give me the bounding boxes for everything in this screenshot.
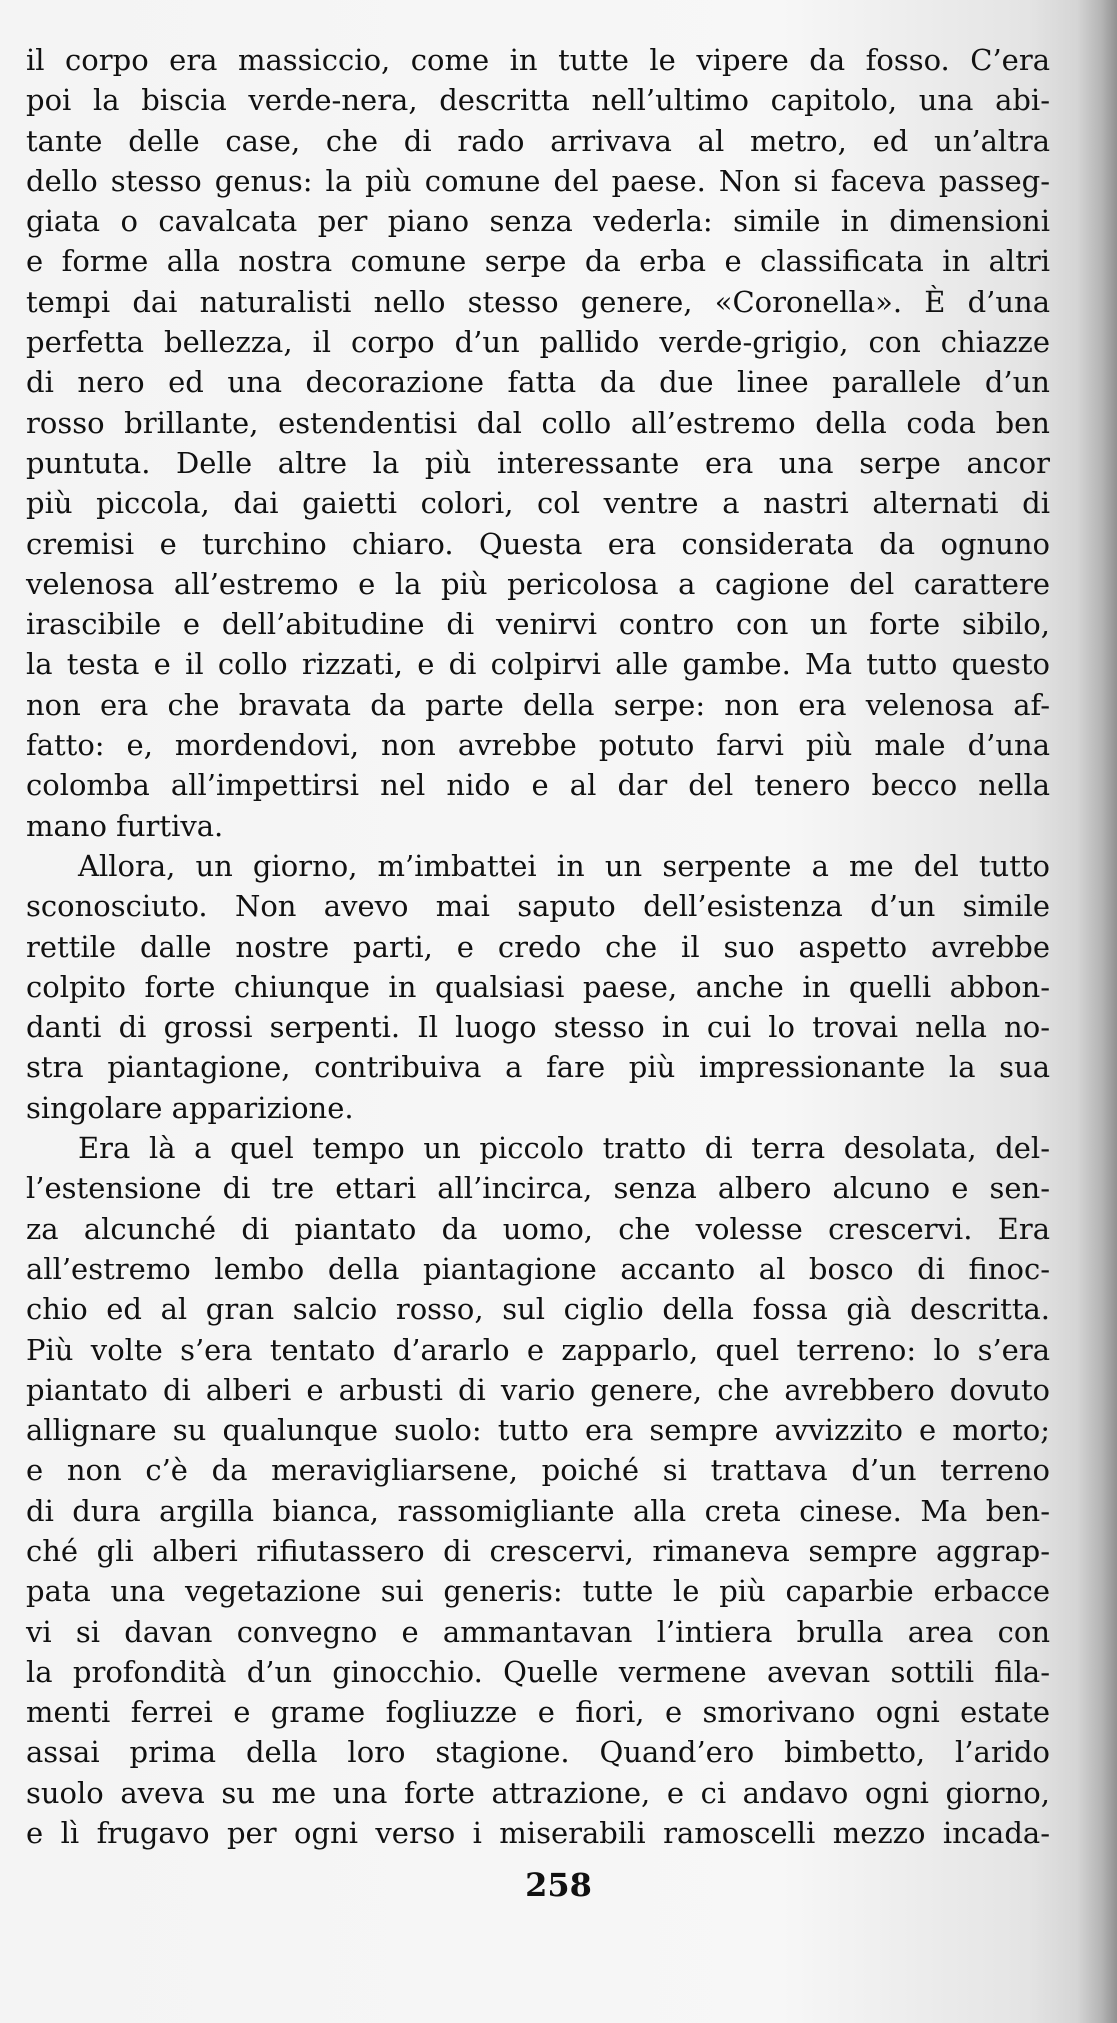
text-line: menti ferrei e grame fogliuzze e fiori, e smorivano ogni estate bbox=[26, 1695, 1050, 1730]
text-line: irascibile e dell’abitudine di venirvi contro con un forte sibilo, bbox=[26, 607, 1050, 642]
text-line: Più volte s’era tentato d’ararlo e zapparlo, quel terreno: lo s’era bbox=[26, 1332, 1050, 1367]
text-line: pata una vegetazione sui generis: tutte le più caparbie erbacce bbox=[26, 1574, 1050, 1609]
paragraph-start-line: Allora, un giorno, m’imbattei in un serpente a me del tutto bbox=[78, 848, 1050, 883]
text-line: danti di grossi serpenti. Il luogo stesso in cui lo trovai nella no- bbox=[26, 1010, 1050, 1045]
text-line: rettile dalle nostre parti, e credo che il suo aspetto avrebbe bbox=[26, 929, 1050, 964]
text-line: chio ed al gran salcio rosso, sul ciglio della fossa già descritta. bbox=[26, 1292, 1050, 1327]
text-line: poi la biscia verde-nera, descritta nell’ultimo capitolo, una abi- bbox=[26, 83, 1050, 118]
text-line: all’estremo lembo della piantagione accanto al bosco di finoc- bbox=[26, 1251, 1050, 1286]
text-line: sconosciuto. Non avevo mai saputo dell’esistenza d’un simile bbox=[26, 889, 1050, 924]
text-line: ché gli alberi rifiutassero di crescervi, rimaneva sempre aggrap- bbox=[26, 1533, 1050, 1568]
text-line: tante delle case, che di rado arrivava al metro, ed un’altra bbox=[26, 123, 1050, 158]
text-line: cremisi e turchino chiaro. Questa era considerata da ognuno bbox=[26, 526, 1050, 561]
text-line: e lì frugavo per ogni verso i miserabili ramoscelli mezzo incada- bbox=[26, 1816, 1050, 1851]
text-line: fatto: e, mordendovi, non avrebbe potuto farvi più male d’una bbox=[26, 728, 1050, 763]
text-line: di dura argilla bianca, rassomigliante alla creta cinese. Ma ben- bbox=[26, 1493, 1050, 1528]
text-line: suolo aveva su me una forte attrazione, e ci andavo ogni giorno, bbox=[26, 1775, 1050, 1810]
text-line: velenosa all’estremo e la più pericolosa a cagione del carattere bbox=[26, 566, 1050, 601]
text-line: vi si davan convegno e ammantavan l’intiera brulla area con bbox=[26, 1614, 1050, 1649]
text-line: il corpo era massiccio, come in tutte le vipere da fosso. C’era bbox=[26, 43, 1050, 77]
text-line: colomba all’impettirsi nel nido e al dar del tenero becco nella bbox=[26, 768, 1050, 803]
text-line: l’estensione di tre ettari all’incirca, senza albero alcuno e sen- bbox=[26, 1171, 1050, 1206]
text-line: stra piantagione, contribuiva a fare più impressionante la sua bbox=[26, 1050, 1050, 1085]
text-line: allignare su qualunque suolo: tutto era sempre avvizzito e morto; bbox=[26, 1413, 1050, 1448]
text-line: di nero ed una decorazione fatta da due linee parallele d’un bbox=[26, 365, 1050, 400]
text-line: piantato di alberi e arbusti di vario genere, che avrebbero dovuto bbox=[26, 1372, 1050, 1407]
page-number: 258 bbox=[525, 1866, 592, 1904]
text-line: e forme alla nostra comune serpe da erba e classificata in altri bbox=[26, 244, 1050, 279]
text-line: rosso brillante, estendentisi dal collo all’estremo della coda ben bbox=[26, 405, 1050, 440]
text-line: non era che bravata da parte della serpe: non era velenosa af- bbox=[26, 687, 1050, 722]
text-line: più piccola, dai gaietti colori, col ventre a nastri alternati di bbox=[26, 486, 1050, 521]
text-line: puntuta. Delle altre la più interessante era una serpe ancor bbox=[26, 445, 1050, 480]
text-line: dello stesso genus: la più comune del paese. Non si faceva passeg- bbox=[26, 163, 1050, 198]
text-line: za alcunché di piantato da uomo, che volesse crescervi. Era bbox=[26, 1211, 1050, 1246]
page-edge-shadow bbox=[1077, 0, 1117, 2023]
text-line: perfetta bellezza, il corpo d’un pallido verde-grigio, con chiazze bbox=[26, 325, 1050, 360]
text-line: la profondità d’un ginocchio. Quelle vermene avevan sottili fila- bbox=[26, 1654, 1050, 1689]
text-line: la testa e il collo rizzati, e di colpirvi alle gambe. Ma tutto questo bbox=[26, 647, 1050, 682]
text-line: giata o cavalcata per piano senza vederla: simile in dimensioni bbox=[26, 204, 1050, 239]
text-line: singolare apparizione. bbox=[26, 1090, 354, 1125]
text-line: tempi dai naturalisti nello stesso genere, «Coronella». È d’una bbox=[26, 284, 1050, 319]
text-line: e non c’è da meravigliarsene, poiché si trattava d’un terreno bbox=[26, 1453, 1050, 1488]
text-line: mano furtiva. bbox=[26, 808, 224, 843]
body-text bbox=[26, 40, 1050, 1853]
paragraph-start-line: Era là a quel tempo un piccolo tratto di terra desolata, del- bbox=[78, 1131, 1050, 1166]
text-line: assai prima della loro stagione. Quand’ero bimbetto, l’arido bbox=[26, 1735, 1050, 1770]
text-line: colpito forte chiunque in qualsiasi paese, anche in quelli abbon- bbox=[26, 969, 1050, 1004]
